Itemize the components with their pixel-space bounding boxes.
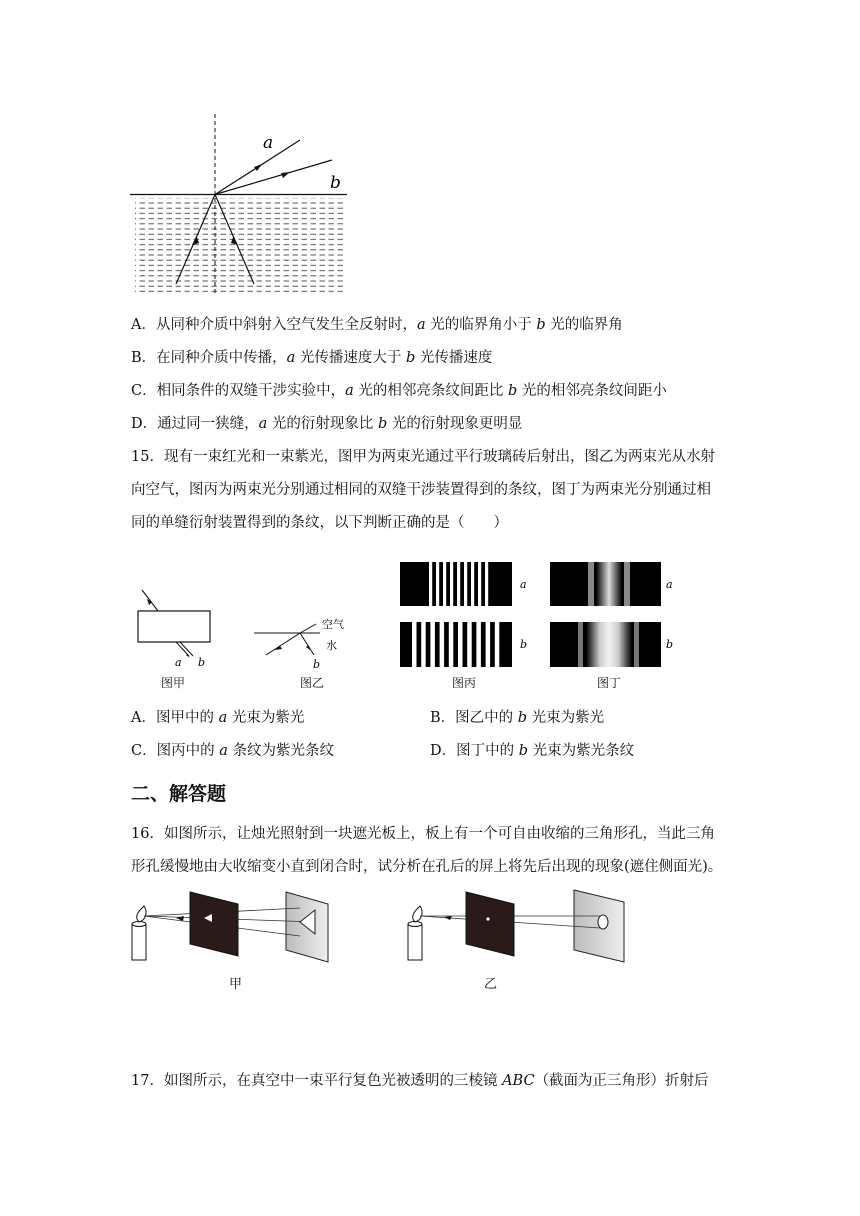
q14-option-b: B．在同种介质中传播，a 光传播速度大于 b 光传播速度 xyxy=(131,350,493,366)
bright-fringe xyxy=(412,622,417,667)
bright-fringe xyxy=(464,562,467,606)
q15-ding-label-a: a xyxy=(666,578,673,591)
q15-caption-bing: 图丙 xyxy=(452,676,477,690)
q15-stem-line2: 向空气，图丙为两束光分别通过相同的双缝干涉装置得到的条纹，图丁为两束光分别通过相 xyxy=(131,482,711,498)
q15-option-d: D．图丁中的 b 光束为紫光条纹 xyxy=(430,743,635,759)
q14-option-c: C．相同条件的双缝干涉实验中，a 光的相邻亮条纹间距比 b 光的相邻亮条纹间距小 xyxy=(131,383,667,399)
bright-fringe xyxy=(421,622,426,667)
bright-fringe xyxy=(458,622,463,667)
bright-fringe xyxy=(457,562,460,606)
q15-yi-label-b: b xyxy=(313,658,321,671)
q15-option-c: C．图丙中的 a 条纹为紫光条纹 xyxy=(131,743,334,759)
bright-fringe xyxy=(467,622,472,667)
q15-ding-label-b: b xyxy=(666,638,674,651)
q15-figure-jia xyxy=(132,585,222,670)
q16-stem-line1: 16．如图所示，让烛光照射到一块遮光板上，板上有一个可自由收缩的三角形孔，当此三角 xyxy=(131,826,715,842)
bright-fringe xyxy=(486,622,491,667)
q15-caption-jia: 图甲 xyxy=(161,676,186,690)
bright-fringe xyxy=(450,562,453,606)
q15-bing-label-a: a xyxy=(520,578,527,591)
q16-caption-yi: 乙 xyxy=(484,977,498,992)
bright-fringe xyxy=(478,562,481,606)
q14-option-d: D．通过同一狭缝，a 光的衍射现象比 b 光的衍射现象更明显 xyxy=(131,416,523,432)
q16-figure-yi xyxy=(404,884,629,964)
q16-stem-line2: 形孔缓慢地由大收缩变小直到闭合时，试分析在孔后的屏上将先后出现的现象(遮住侧面光)。 xyxy=(131,859,723,875)
q15-figure-ding xyxy=(550,562,680,670)
q15-caption-yi: 图乙 xyxy=(300,676,325,690)
q15-yi-label-air: 空气 xyxy=(322,618,344,631)
q15-jia-label-b: b xyxy=(198,656,206,669)
bright-fringe xyxy=(495,622,500,667)
q16-caption-jia: 甲 xyxy=(229,977,243,992)
bright-fringe xyxy=(430,622,435,667)
bright-fringe xyxy=(436,562,439,606)
q15-option-b: B．图乙中的 b 光束为紫光 xyxy=(430,710,605,726)
q15-jia-label-a: a xyxy=(175,656,182,669)
q15-stem-line3: 同的单缝衍射装置得到的条纹，以下判断正确的是（ ） xyxy=(131,515,508,531)
bright-fringe xyxy=(429,562,432,606)
q14-label-b: b xyxy=(330,173,341,193)
q15-option-a: A．图甲中的 a 光束为紫光 xyxy=(131,710,305,726)
bright-fringe xyxy=(476,622,481,667)
q16-figure-jia xyxy=(128,884,333,964)
q14-refraction-figure xyxy=(130,112,355,298)
q15-bing-label-b: b xyxy=(520,638,528,651)
q14-option-a: A．从同种介质中斜射入空气发生全反射时，a 光的临界角小于 b 光的临界角 xyxy=(131,317,623,333)
bright-fringe xyxy=(443,562,446,606)
bright-fringe xyxy=(485,562,488,606)
q14-label-a: a xyxy=(263,133,274,153)
q15-figure-yi xyxy=(250,608,360,673)
q15-stem-line1: 15．现有一束红光和一束紫光，图甲为两束光通过平行玻璃砖后射出，图乙为两束光从水射 xyxy=(131,449,715,465)
bright-fringe xyxy=(440,622,445,667)
q15-figure-bing xyxy=(400,562,535,670)
q15-caption-ding: 图丁 xyxy=(597,676,622,690)
q15-yi-label-water: 水 xyxy=(326,639,337,652)
section-heading: 二、解答题 xyxy=(131,783,227,805)
q17-stem-line1: 17．如图所示，在真空中一束平行复色光被透明的三棱镜 ABC（截面为正三角形）折射后 xyxy=(131,1073,709,1089)
bright-fringe xyxy=(449,622,454,667)
bright-fringe xyxy=(471,562,474,606)
